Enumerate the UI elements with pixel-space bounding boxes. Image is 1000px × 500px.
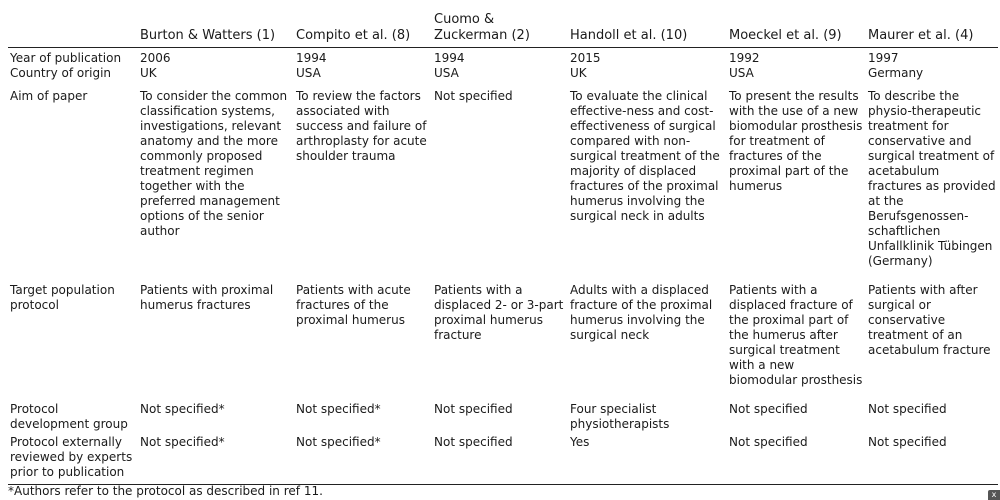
row-label-year: Year of publication — [10, 51, 122, 65]
table-cell: To describe the physio-therapeutic treatment for conservative and surgical treatment of acetabulum fractures as provided at the Berufsgenossen-schaftlichen Unfallklinik Tübingen (Germany) — [868, 89, 996, 268]
table-row-target-population — [8, 269, 998, 388]
column-header-maurer: Maurer et al. (4) — [866, 6, 998, 48]
column-header-moeckel: Moeckel et al. (9) — [727, 6, 866, 48]
table-cell: 2006 — [140, 51, 171, 65]
table-cell: Four specialist physiotherapists — [570, 402, 670, 431]
table-cell: Patients with after surgical or conservative treatment of an acetabulum fracture — [868, 283, 991, 357]
table-cell: Not specified — [434, 89, 513, 103]
table-cell: Not specified* — [138, 432, 294, 485]
table-cell: Patients with a displaced 2- or 3-part proximal humerus fracture — [434, 283, 564, 342]
table-cell: UK — [570, 66, 587, 80]
table-cell: To consider the common classification systems, investigations, relevant anatomy and the more commonly proposed treatment regimen together with the preferred management options of the senior author — [140, 89, 288, 238]
table-cell: Germany — [868, 66, 924, 80]
table-cell: Not specified* — [294, 432, 432, 485]
table-header-row — [8, 6, 998, 48]
table-cell: Not specified* — [296, 402, 381, 416]
table-cell: Not specified — [729, 402, 808, 416]
table-cell: 1997 — [868, 51, 899, 65]
table-cell: Patients with acute fractures of the proximal humerus — [296, 283, 411, 327]
table-cell: Adults with a displaced fracture of the proximal humerus involving the surgical neck — [570, 283, 713, 342]
protocol-table-container — [8, 6, 1000, 485]
table-cell: USA — [434, 66, 459, 80]
table-cell: Not specified — [432, 432, 568, 485]
table-row-development-group — [8, 388, 998, 432]
table-cell: UK — [140, 66, 157, 80]
row-label-external-review: Protocol externally reviewed by experts prior to publication — [8, 432, 138, 485]
column-header-cuomo-zuckerman: Cuomo & Zuckerman (2) — [432, 6, 568, 48]
table-cell: Patients with a displaced fracture of the proximal part of the humerus after surgical treatment with a new biomodular prosthesis — [729, 283, 863, 387]
row-label-aim: Aim of paper — [10, 89, 88, 103]
table-cell: To evaluate the clinical effective-ness and cost-effectiveness of surgical compared with non-surgical treatment of the majority of displaced fractures of the proximal humerus involving the surgical neck in adults — [570, 89, 720, 223]
table-cell: To review the factors associated with success and failure of arthroplasty for acute shoulder trauma — [296, 89, 427, 163]
close-button[interactable] — [988, 490, 1000, 500]
table-cell: 1994 — [296, 51, 327, 65]
table-cell: Not specified — [434, 402, 513, 416]
column-header-handoll: Handoll et al. (10) — [568, 6, 727, 48]
table-cell: 2015 — [570, 51, 601, 65]
table-row-year — [8, 48, 998, 67]
table-cell: Not specified — [866, 432, 998, 485]
table-cell: Yes — [568, 432, 727, 485]
protocol-comparison-table — [8, 6, 998, 485]
row-label-development-group: Protocol development group — [10, 402, 128, 431]
table-cell: USA — [296, 66, 321, 80]
table-cell: To present the results with the use of a new biomodular prosthesis for treatment of fractures of the proximal part of the humerus — [729, 89, 863, 193]
column-header-burton-watters: Burton & Watters (1) — [138, 6, 294, 48]
table-footnote: *Authors refer to the protocol as described in ref 11. — [8, 484, 323, 498]
table-row-external-review — [8, 432, 998, 485]
column-header-compito: Compito et al. (8) — [294, 6, 432, 48]
table-cell: 1994 — [434, 51, 465, 65]
table-cell: USA — [729, 66, 754, 80]
table-cell: 1992 — [729, 51, 760, 65]
table-cell: Not specified — [868, 402, 947, 416]
table-row-country — [8, 66, 998, 81]
close-icon: x — [991, 490, 997, 499]
table-cell: Not specified* — [140, 402, 225, 416]
table-cell: Not specified — [727, 432, 866, 485]
table-row-aim — [8, 81, 998, 269]
column-header-blank — [8, 6, 138, 48]
table-cell: Patients with proximal humerus fractures — [140, 283, 274, 312]
row-label-target-population: Target population protocol — [10, 283, 115, 312]
row-label-country: Country of origin — [10, 66, 112, 80]
